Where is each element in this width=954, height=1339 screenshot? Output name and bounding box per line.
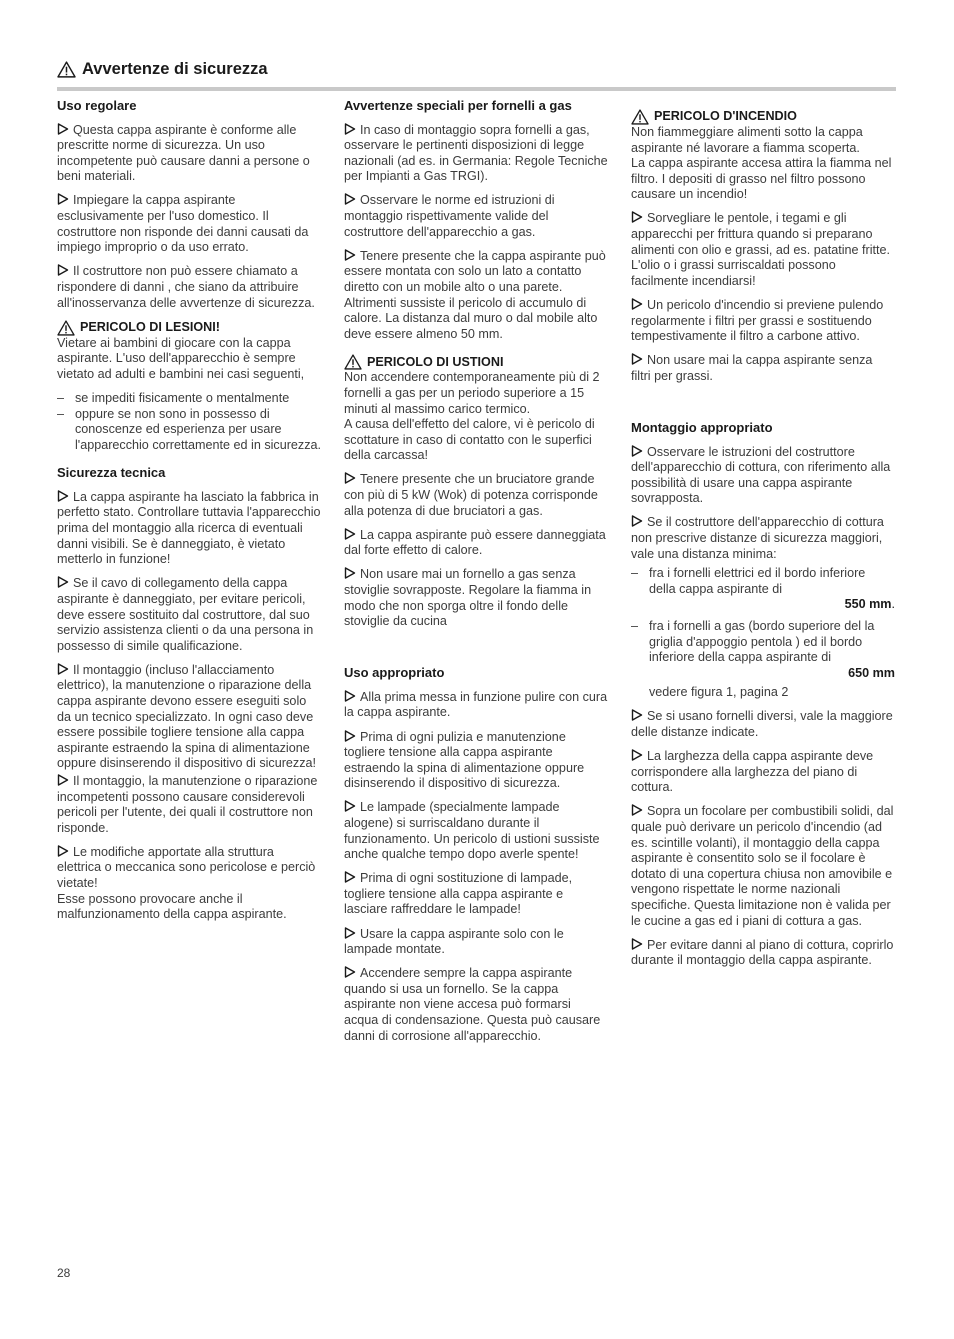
section-heading-uso-regolare: Uso regolare bbox=[57, 98, 137, 113]
paragraph: Se si usano fornelli diversi, vale la maggiore delle distanze indicate. bbox=[631, 709, 893, 739]
paragraph: Il montaggio (incluso l'allacciamento elettrico), la manutenzione o riparazione della cappa aspirante devono essere eseguiti solo da un tecnico specializzato. In ogni caso deve essere possibile togliere tensione alla cappa aspirante estraendo la spina di alimentazione oppure disinserendo il dispositivo di sicurezza! bbox=[57, 662, 317, 771]
paragraph: Accendere sempre la cappa aspirante quando si usa un fornello. Se la cappa aspirante non viene accesa può formarsi acqua di condensazione. Questa può causare danni di corrosione all'apparecchio. bbox=[344, 966, 601, 1043]
paragraph: Osservare le istruzioni del costruttore dell'apparecchio di cottura, con riferimento alla possibilità di usare una cappa aspirante sovrapposta. bbox=[631, 444, 891, 506]
figure-reference: vedere figura 1, pagina 2 bbox=[649, 685, 789, 700]
list-item: – fra i fornelli elettrici ed il bordo inferiore della cappa aspirante di 550 mm. bbox=[631, 566, 895, 613]
distance-value: 550 mm. bbox=[844, 597, 895, 612]
paragraph: Sorvegliare le pentole, i tegami e gli apparecchi per frittura quando si preparano alimenti con olio e grassi, ad es. patatine fritte. L'olio o i grassi surriscaldati possono facilmente incendiarsi! bbox=[631, 211, 891, 288]
warning-heading: PERICOLO DI LESIONI! bbox=[57, 320, 321, 336]
arrow-bullet-icon bbox=[631, 211, 643, 223]
section-heading-montaggio-appropriato: Montaggio appropriato bbox=[631, 419, 773, 435]
arrow-bullet-icon bbox=[344, 249, 356, 261]
warning-block-lesioni bbox=[57, 320, 321, 383]
arrow-bullet-icon bbox=[631, 298, 643, 310]
paragraph: Le lampade (specialmente lampade alogene) si surriscaldano durante il funzionamento. Un pericolo di ustioni sussiste anche qualche tempo dopo averle spente! bbox=[344, 800, 600, 862]
warning-triangle-icon bbox=[57, 320, 75, 336]
paragraph: Impiegare la cappa aspirante esclusivamente per l'uso domestico. Il costruttore non risponde dei danni causati da impiego improprio o da uso errato. bbox=[57, 193, 309, 255]
arrow-bullet-icon bbox=[631, 749, 643, 761]
paragraph: Un pericolo d'incendio si previene pulendo regolarmente i filtri per grassi e sostituendo tempestivamente il filtro a carbone attivo. bbox=[631, 297, 884, 344]
dash-list bbox=[57, 391, 321, 453]
page-title-row bbox=[57, 60, 896, 79]
paragraph: Tenere presente che la cappa aspirante può essere montata con solo un lato a contatto diretto con un mobile alto o una parete. Altrimenti sussiste il pericolo di accumulo di calore. La distanza dal muro o dal mobile alto deve essere almeno 50 mm. bbox=[344, 248, 606, 341]
arrow-bullet-icon bbox=[57, 663, 69, 675]
arrow-bullet-icon bbox=[344, 193, 356, 205]
paragraph: Non usare mai un fornello a gas senza stoviglie sovrapposte. Regolare la fiamma in modo che non sporga oltre il fondo delle stoviglie da cucina bbox=[344, 567, 592, 629]
paragraph: Prima di ogni pulizia e manutenzione togliere tensione alla cappa aspirante estraendo la spina di alimentazione oppure disinserendo il dispositivo di sicurezza. bbox=[344, 729, 585, 791]
warning-block-ustioni bbox=[344, 354, 608, 464]
arrow-bullet-icon bbox=[57, 576, 69, 588]
arrow-bullet-icon bbox=[631, 938, 643, 950]
warning-triangle-icon bbox=[57, 61, 76, 78]
list-item: – se impediti fisicamente o mentalmente bbox=[57, 391, 321, 407]
arrow-bullet-icon bbox=[57, 264, 69, 276]
paragraph: Usare la cappa aspirante solo con le lampade montate. bbox=[344, 926, 564, 957]
arrow-bullet-icon bbox=[344, 123, 356, 135]
warning-text: Non accendere contemporaneamente più di 2 fornelli a gas per un periodo superiore a 15 minuti al massimo carico termico. bbox=[344, 370, 600, 416]
section-heading-sicurezza-tecnica: Sicurezza tecnica bbox=[57, 465, 166, 481]
warning-heading: PERICOLO D'INCENDIO bbox=[631, 109, 895, 125]
list-item: – oppure se non sono in possesso di conoscenze ed esperienza per usare l'apparecchio correttamente ed in sicurezza. bbox=[57, 407, 321, 454]
page-title: Avvertenze di sicurezza bbox=[82, 60, 268, 78]
paragraph: Prima di ogni sostituzione di lampade, togliere tensione alla cappa aspirante e lasciare raffreddare le lampade! bbox=[344, 871, 573, 917]
paragraph: Questa cappa aspirante è conforme alle prescritte norme di sicurezza. Un uso incompetente può causare danni a persone o beni materiali. bbox=[57, 122, 310, 184]
list-item: – fra i fornelli a gas (bordo superiore del la griglia d'appoggio pentola ) ed il bordo inferiore della cappa aspirante di 650 mm bbox=[631, 619, 895, 681]
paragraph: In caso di montaggio sopra fornelli a gas, osservare le pertinenti disposizioni di legge nazionali (ad es. in Germania: Regole Tecniche per Impianti a Gas TRGI). bbox=[344, 122, 608, 184]
paragraph: Esse possono provocare anche il malfunzionamento della cappa aspirante. bbox=[57, 891, 287, 922]
warning-block-incendio bbox=[631, 109, 895, 203]
header-rule bbox=[57, 87, 896, 91]
arrow-bullet-icon bbox=[57, 123, 69, 135]
section-heading-uso-appropriato: Uso appropriato bbox=[344, 665, 445, 681]
column-1 bbox=[57, 98, 321, 931]
arrow-bullet-icon bbox=[344, 730, 356, 742]
paragraph: Le modifiche apportate alla struttura elettrica o meccanica sono pericolose e perciò vietate! bbox=[57, 844, 316, 891]
arrow-bullet-icon bbox=[631, 353, 643, 365]
paragraph: Il costruttore non può essere chiamato a rispondere di danni , che siano da attribuire all'inosservanza delle avvertenze di sicurezza. bbox=[57, 264, 315, 310]
paragraph: Per evitare danni al piano di cottura, coprirlo durante il montaggio della cappa aspirante. bbox=[631, 937, 894, 968]
warning-triangle-icon bbox=[631, 109, 649, 125]
paragraph: Alla prima messa in funzione pulire con cura la cappa aspirante. bbox=[344, 689, 608, 720]
arrow-bullet-icon bbox=[344, 472, 356, 484]
arrow-bullet-icon bbox=[57, 193, 69, 205]
paragraph: La larghezza della cappa aspirante deve corrispondere alla larghezza del piano di cottura. bbox=[631, 749, 874, 795]
arrow-bullet-icon bbox=[344, 927, 356, 939]
page-header bbox=[57, 60, 896, 90]
arrow-bullet-icon bbox=[57, 845, 69, 857]
paragraph: La cappa aspirante ha lasciato la fabbrica in perfetto stato. Controllare tuttavia l'apparecchio prima del montaggio alla ricerca di eventuali danni visibili. Se è danneggiato, è vietato metterlo in funzione! bbox=[57, 489, 321, 567]
column-2 bbox=[344, 98, 608, 1053]
arrow-bullet-icon bbox=[57, 490, 69, 502]
warning-text: Vietare ai bambini di giocare con la cappa aspirante. L'uso dell'apparecchio è sempre vietato ad adulti e bambini nei casi seguenti, bbox=[57, 335, 305, 381]
paragraph: Il montaggio, la manutenzione o riparazione incompetenti possono causare considerevoli pericoli per l'utente, dei quali il costruttore non risponde. bbox=[57, 773, 318, 835]
warning-text: Non fiammeggiare alimenti sotto la cappa aspirante né lavorare a fiamma scoperta. bbox=[631, 125, 863, 155]
warning-text: A causa dell'effetto del calore, vi è pericolo di scottature in caso di contatto con le superfici della carcassa! bbox=[344, 417, 595, 463]
paragraph: Tenere presente che un bruciatore grande con più di 5 kW (Wok) di potenza corrisponde alla potenza di due bruciatori a gas. bbox=[344, 472, 598, 518]
paragraph: Non usare mai la cappa aspirante senza filtri per grassi. bbox=[631, 353, 873, 383]
section-heading-fornelli-gas: Avvertenze speciali per fornelli a gas bbox=[344, 98, 572, 113]
distance-list bbox=[631, 566, 895, 681]
paragraph: Se il cavo di collegamento della cappa aspirante è danneggiato, per evitare pericoli, deve essere sostituito dal costruttore, dal suo servizio assistenza clienti o da una persona in possesso di simile qualificazione. bbox=[57, 576, 314, 653]
arrow-bullet-icon bbox=[344, 690, 356, 702]
paragraph: Sopra un focolare per combustibili solidi, dal quale può derivare un pericolo d'incendio (ad es. scintille volanti), il montaggio della cappa aspirante è consentito solo se il focolare è dotato di una copertura chiusa non amovibile e vengono rispettate le norme nazionali specifiche. Questa limitazione non è valida per le cucine a gas ed i piani di cottura a gas. bbox=[631, 804, 894, 928]
arrow-bullet-icon bbox=[631, 445, 643, 457]
page-number: 28 bbox=[57, 1266, 71, 1280]
arrow-bullet-icon bbox=[344, 567, 356, 579]
warning-text: La cappa aspirante accesa attira la fiamma nel filtro. I depositi di grasso nel filtro possono causare un incendio! bbox=[631, 156, 892, 202]
distance-value: 650 mm bbox=[848, 665, 895, 680]
arrow-bullet-icon bbox=[344, 966, 356, 978]
paragraph: La cappa aspirante può essere danneggiata dal forte effetto di calore. bbox=[344, 527, 606, 558]
warning-triangle-icon bbox=[344, 354, 362, 370]
arrow-bullet-icon bbox=[631, 709, 643, 721]
column-3 bbox=[631, 98, 895, 977]
paragraph: Osservare le norme ed istruzioni di montaggio rispettivamente valide del costruttore dell'apparecchio a gas. bbox=[344, 193, 555, 239]
arrow-bullet-icon bbox=[344, 800, 356, 812]
warning-heading: PERICOLO DI USTIONI bbox=[344, 354, 608, 370]
paragraph: Se il costruttore dell'apparecchio di cottura non prescrive distanze di sicurezza maggiori, vale una distanza minima: bbox=[631, 515, 884, 561]
arrow-bullet-icon bbox=[631, 804, 643, 816]
arrow-bullet-icon bbox=[57, 774, 69, 786]
arrow-bullet-icon bbox=[631, 515, 643, 527]
arrow-bullet-icon bbox=[344, 528, 356, 540]
arrow-bullet-icon bbox=[344, 871, 356, 883]
